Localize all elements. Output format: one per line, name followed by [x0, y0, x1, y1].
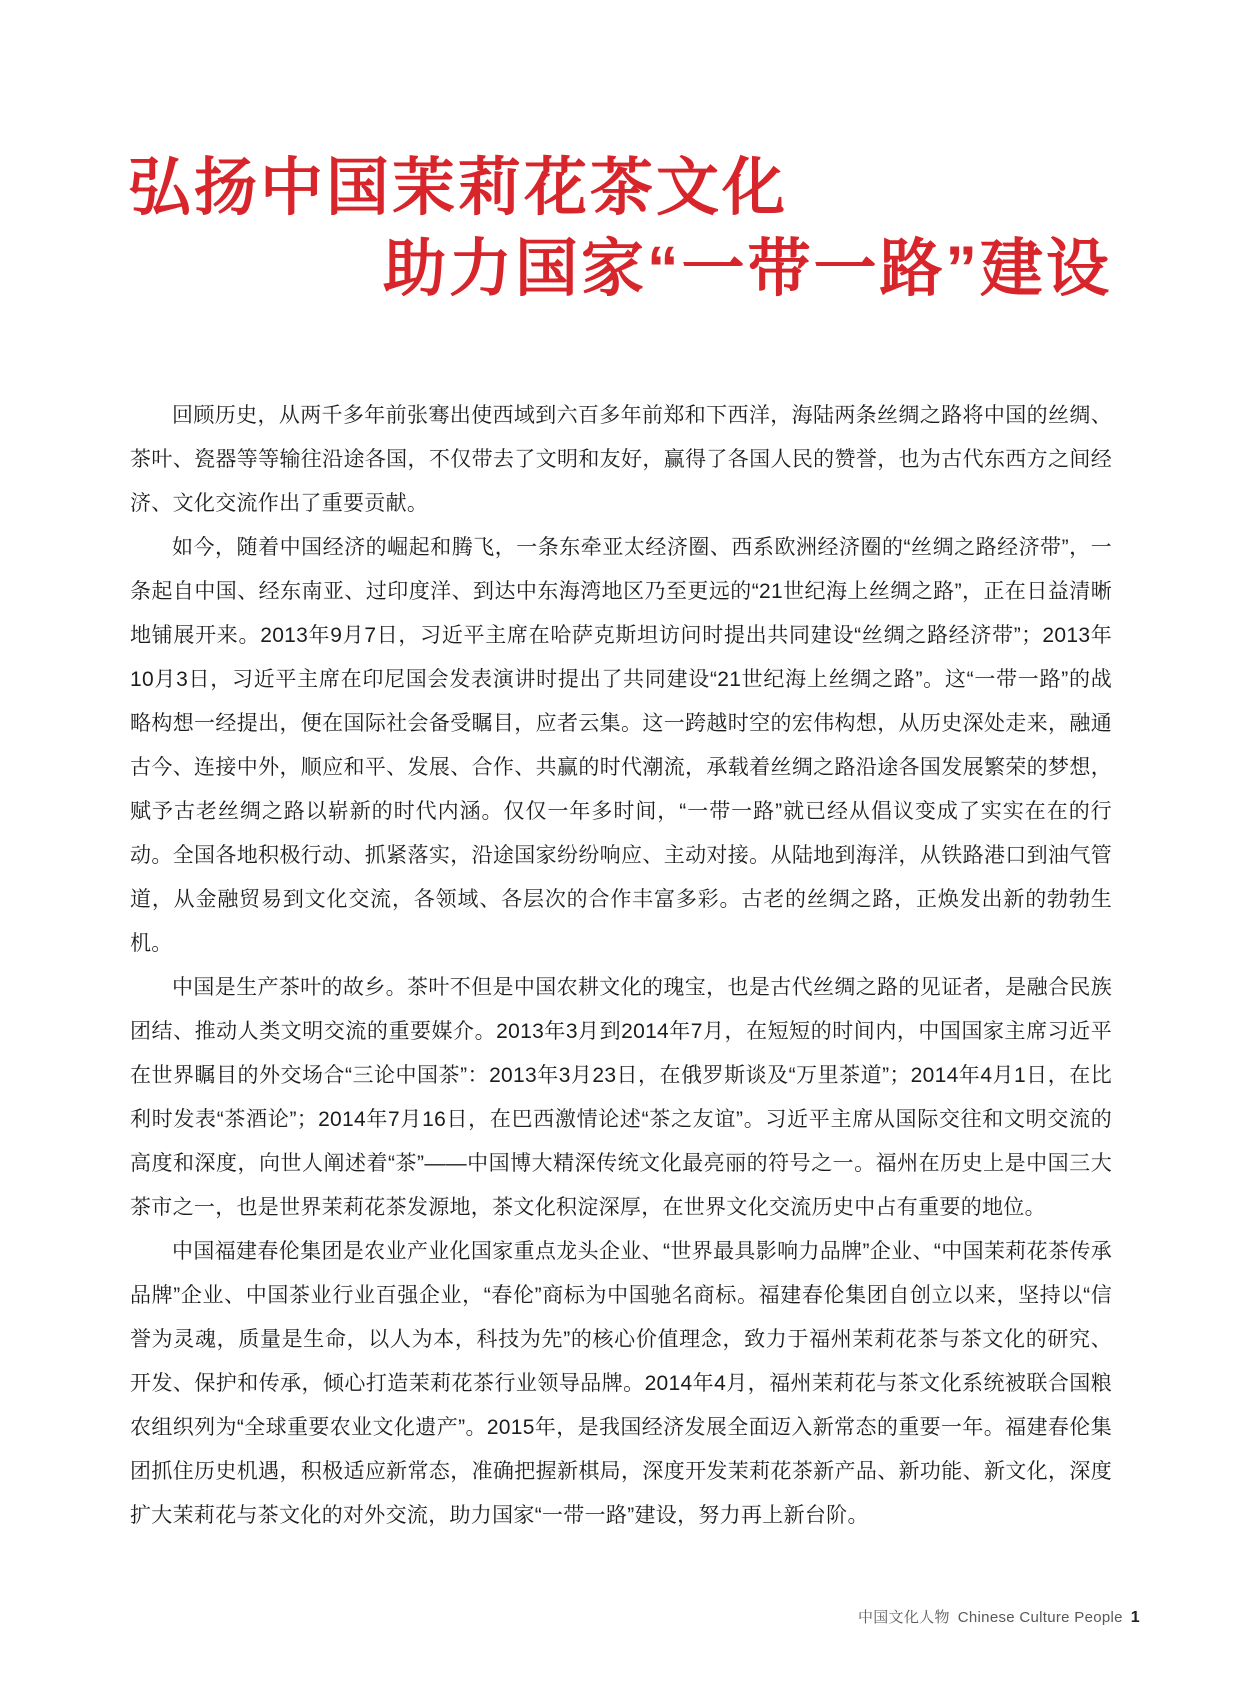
journal-name-english: Chinese Culture People — [957, 1609, 1123, 1626]
body-paragraph-3: 中国是生产茶叶的故乡。茶叶不但是中国农耕文化的瑰宝，也是古代丝绸之路的见证者，是融合民族团结、推动人类文明交流的重要媒介。2013年3月到2014年7月，在短短的时间内，中国国家主席习近平在世界瞩目的外交场合“三论中国茶”：2013年3月23日，在俄罗斯谈及“万里茶道”；2014年4月1日，在比利时发表“茶酒论”；2014年7月16日，在巴西激情论述“茶之友谊”。习近平主席从国际交往和文明交流的高度和深度，向世人阐述着“茶”——中国博大精深传统文化最亮丽的符号之一。福州在历史上是中国三大茶市之一，也是世界茉莉花茶发源地，茶文化积淀深厚，在世界文化交流历史中占有重要的地位。 — [130, 976, 1112, 1219]
body-paragraph-4: 中国福建春伦集团是农业产业化国家重点龙头企业、“世界最具影响力品牌”企业、“中国茉莉花茶传承品牌”企业、中国茶业行业百强企业，“春伦”商标为中国驰名商标。福建春伦集团自创立以来，坚持以“信誉为灵魂，质量是生命，以人为本，科技为先”的核心价值理念，致力于福州茉莉花茶与茶文化的研究、开发、保护和传承，倾心打造茉莉花茶行业领导品牌。2014年4月，福州茉莉花与茶文化系统被联合国粮农组织列为“全球重要农业文化遗产”。2015年，是我国经济发展全面迈入新常态的重要一年。福建春伦集团抓住历史机遇，积极适应新常态，准确把握新棋局，深度开发茉莉花茶新产品、新功能、新文化，深度扩大茉莉花与茶文化的对外交流，助力国家“一带一路”建设，努力再上新台阶。 — [130, 1240, 1112, 1527]
title-line-1: 弘扬中国茉莉花茶文化 — [128, 153, 788, 223]
article-title — [128, 148, 1112, 310]
body-paragraph-1: 回顾历史，从两千多年前张骞出使西域到六百多年前郑和下西洋，海陆两条丝绸之路将中国的丝绸、茶叶、瓷器等等输往沿途各国，不仅带去了文明和友好，赢得了各国人民的赞誉，也为古代东西方之间经济、文化交流作出了重要贡献。 — [130, 404, 1112, 515]
page-footer — [858, 1606, 1140, 1627]
journal-name-chinese: 中国文化人物 — [857, 1609, 950, 1626]
title-line-2: 助力国家“一带一路”建设 — [383, 234, 1112, 304]
page-number: 1 — [1130, 1609, 1140, 1626]
body-paragraph-2: 如今，随着中国经济的崛起和腾飞，一条东牵亚太经济圈、西系欧洲经济圈的“丝绸之路经济带”，一条起自中国、经东南亚、过印度洋、到达中东海湾地区乃至更远的“21世纪海上丝绸之路”，正在日益清晰地铺展开来。2013年9月7日，习近平主席在哈萨克斯坦访问时提出共同建设“丝绸之路经济带”；2013年10月3日，习近平主席在印尼国会发表演讲时提出了共同建设“21世纪海上丝绸之路”。这“一带一路”的战略构想一经提出，便在国际社会备受瞩目，应者云集。这一跨越时空的宏伟构想，从历史深处走来，融通古今、连接中外，顺应和平、发展、合作、共赢的时代潮流，承载着丝绸之路沿途各国发展繁荣的梦想，赋予古老丝绸之路以崭新的时代内涵。仅仅一年多时间，“一带一路”就已经从倡议变成了实实在在的行动。全国各地积极行动、抓紧落实，沿途国家纷纷响应、主动对接。从陆地到海洋，从铁路港口到油气管道，从金融贸易到文化交流，各领域、各层次的合作丰富多彩。古老的丝绸之路，正焕发出新的勃勃生机。 — [130, 536, 1112, 955]
article-body — [130, 394, 1112, 1538]
